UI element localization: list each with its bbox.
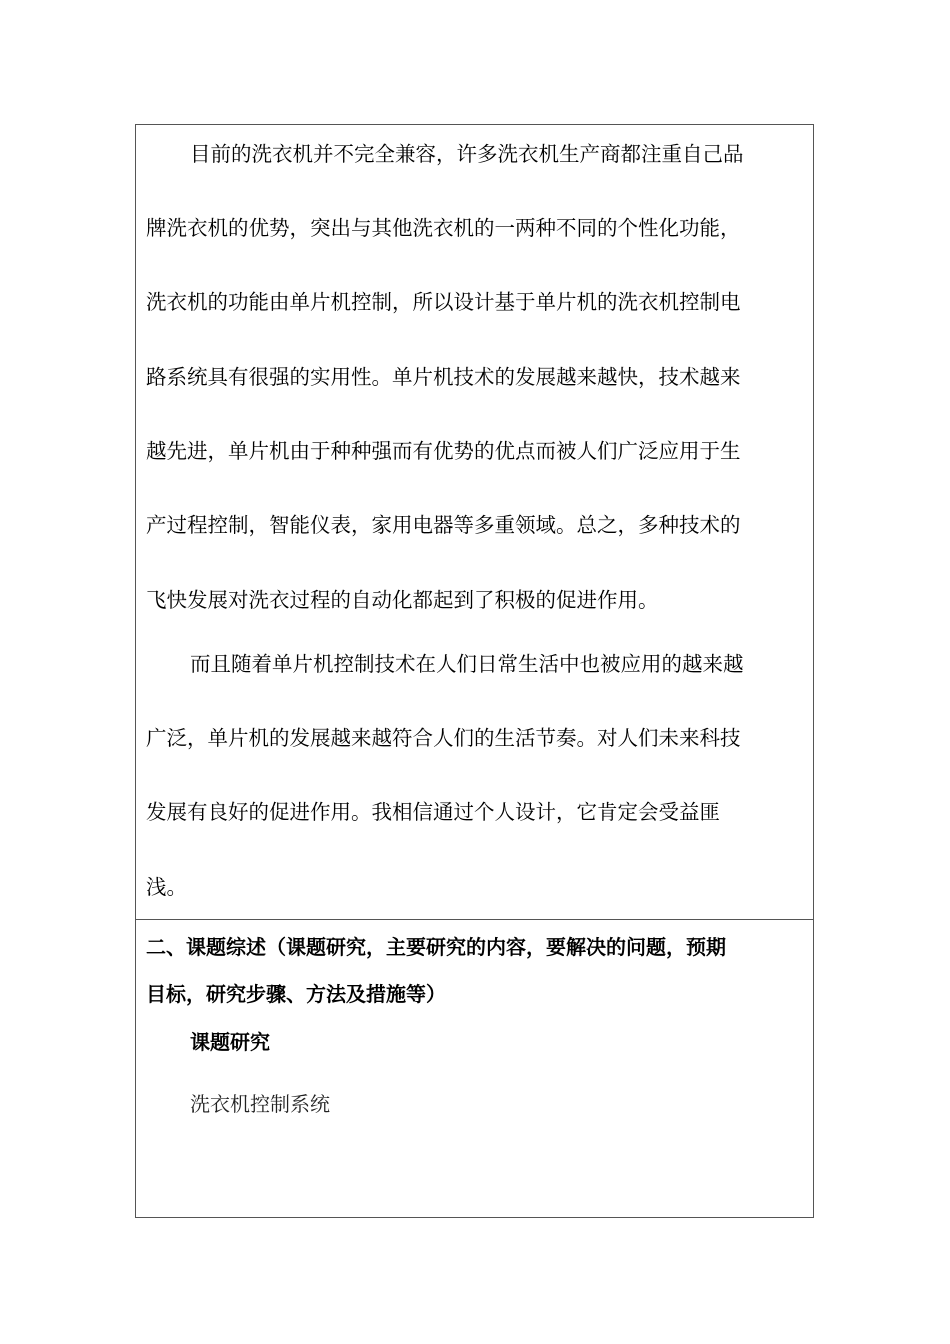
overview-subheading: 课题研究	[190, 1030, 270, 1054]
document-table	[135, 124, 814, 1218]
intro-line-5: 越先进，单片机由于种种强而有优势的优点而被人们广泛应用于生	[146, 439, 741, 463]
overview-heading-line-2: 目标，研究步骤、方法及措施等）	[146, 982, 446, 1006]
intro-line-4: 路系统具有很强的实用性。单片机技术的发展越来越快，技术越来	[146, 365, 741, 389]
overview-cell	[136, 920, 813, 1217]
intro-line-1: 目前的洗衣机并不完全兼容，许多洗衣机生产商都注重自己品	[190, 142, 744, 166]
intro-line-3: 洗衣机的功能由单片机控制，所以设计基于单片机的洗衣机控制电	[146, 290, 741, 314]
overview-heading-line-1: 二、课题综述（课题研究，主要研究的内容，要解决的问题，预期	[146, 935, 726, 959]
intro-line-6: 产过程控制，智能仪表，家用电器等多重领域。总之，多种技术的	[146, 513, 741, 537]
intro-line-10: 发展有良好的促进作用。我相信通过个人设计，它肯定会受益匪	[146, 800, 720, 824]
overview-topic: 洗衣机控制系统	[190, 1092, 330, 1116]
intro-line-2: 牌洗衣机的优势，突出与其他洗衣机的一两种不同的个性化功能，	[146, 216, 741, 240]
intro-line-9: 广泛，单片机的发展越来越符合人们的生活节奏。对人们未来科技	[146, 726, 741, 750]
intro-cell	[136, 125, 813, 920]
intro-line-8: 而且随着单片机控制技术在人们日常生活中也被应用的越来越	[190, 652, 744, 676]
intro-line-7: 飞快发展对洗衣过程的自动化都起到了积极的促进作用。	[146, 588, 659, 612]
intro-line-11: 浅。	[146, 875, 187, 899]
